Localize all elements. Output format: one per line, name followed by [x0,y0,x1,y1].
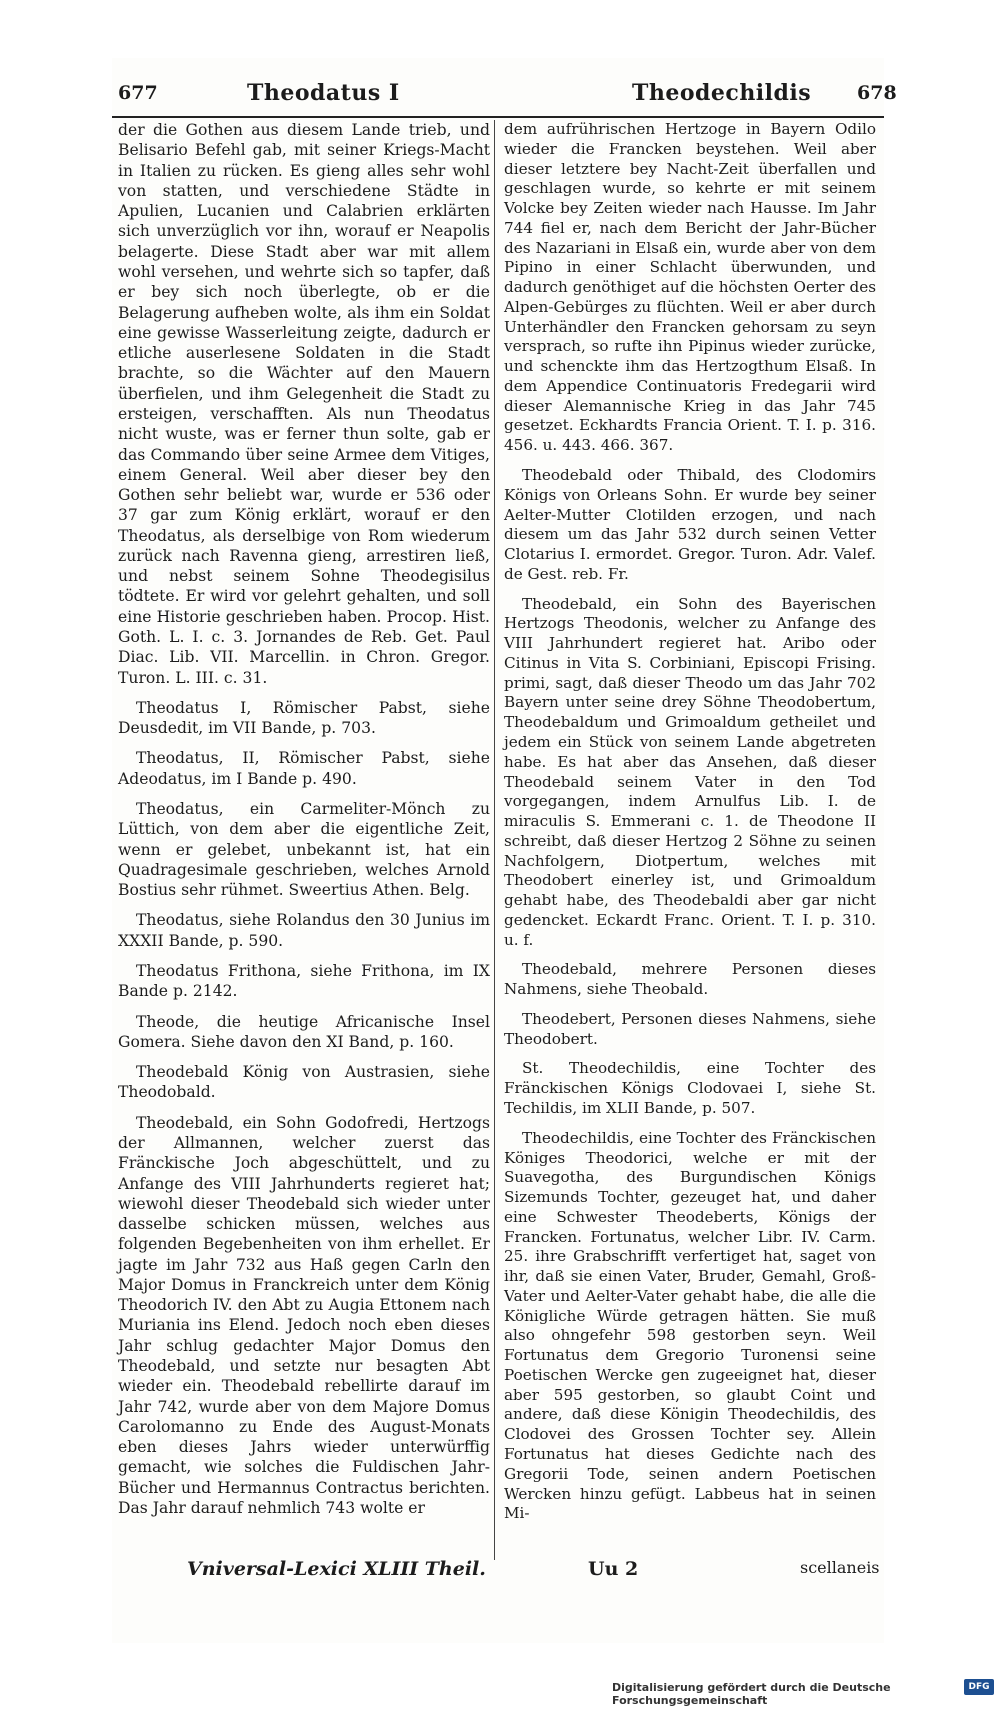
signature-mark: Uu 2 [588,1558,639,1580]
right-column [504,120,876,1534]
entry-paragraph: Theode, die heutige Africanische Insel Gomera. Siehe davon den XI Band, p. 160. [118,1012,490,1051]
entry-paragraph: dem aufrührischen Hertzoge in Bayern Odilo wieder die Francken beystehen. Weil aber dieser letztere bey Nacht-Zeit überfallen und geschlagen wurde, so kehrte er mit seinem Volcke bey Zeiten wieder nach Hausse. Im Jahr 744 fiel er, nach dem Bericht der Jahr-Bücher des Nazariani in Elsaß ein, wurde aber von dem Pipino in einer Schlacht überwunden, und dadurch genöthiget auf die höchsten Oerter des Alpen-Gebürges zu flüchten. Weil er aber durch Unterhändler den Francken gehorsam zu seyn versprach, so rufte ihn Pipinus wieder zurücke, und schenckte ihm das Hertzogthum Elsaß. In dem Appendice Continuatoris Fredegarii wird dieser Alemannische Krieg in das Jahr 745 gesetzet. Eckhardts Francia Orient. T. I. p. 316. 456. u. 443. 466. 367. [504,120,876,455]
column-divider [494,120,495,1560]
entry-paragraph: Theodatus, II, Römischer Pabst, siehe Adeodatus, im I Bande p. 490. [118,749,490,788]
entry-paragraph: Theodebald, ein Sohn des Bayerischen Hertzogs Theodonis, welcher zu Anfange des VIII Jahrhundert regieret hat. Aribo oder Citinus in Vita S. Corbiniani, Episcopi Frising. primi, sagt, daß dieser Theodo um das Jahr 702 Bayern unter seine drey Söhne Theodobertum, Theodebaldum und Grimoaldum getheilet und jedem ein Stück von seinem Lande abgetreten habe. Es hat aber das Ansehen, daß dieser Theodebald seinem Vater in den Tod vorgegangen, indem Arnulfus Lib. I. de miraculis S. Emmerani c. 1. de Theodone II schreibt, daß dieser Hertzog 2 Söhne zu seinen Nachfolgern, Diotpertum, welches mit Theodobert einerley ist, und Grimoaldum gehabt habe, des Theodebaldi aber gar nicht gedencket. Eckardt Franc. Orient. T. I. p. 310. u. f. [504,594,876,949]
book-page [112,58,897,1643]
entry-paragraph: St. Theodechildis, eine Tochter des Fränckischen Königs Clodovaei I, siehe St. Techildis, im XLII Bande, p. 507. [504,1059,876,1117]
page-number-left: 677 [118,82,158,104]
entry-paragraph: Theodebald, ein Sohn Godofredi, Hertzogs der Allmannen, welcher zuerst das Fränckische Joch abgeschüttelt, und zu Anfange des VIII Jahrhunderts regieret hat; wiewohl dieser Theodebald sich wieder unter dasselbe schicken müssen, welches aus folgenden Begebenheiten von ihm erhellet. Er jagte im Jahr 732 aus Haß gegen Carln den Major Domus in Franckreich unter dem König Theodorich IV. den Abt zu Augia Ettonem nach Muriania ins Elend. Jedoch noch eben dieses Jahr schlug gedachter Major Domus den Theodebald, und setzte nur besagten Abt wieder ein. Theodebald rebellirte darauf im Jahr 742, wurde aber von dem Majore Domus Carolomanno zu Ende des August-Monats eben dieses Jahrs wieder unterwürffig gemacht, wie solches die Fuldischen Jahr-Bücher und Hermannus Contractus berichten. Das Jahr darauf nehmlich 743 wolte er [118,1113,490,1517]
entry-paragraph: Theodatus Frithona, siehe Frithona, im IX Bande p. 2142. [118,961,490,1001]
entry-paragraph: Theodatus, siehe Rolandus den 30 Junius im XXXII Bande, p. 590. [118,911,490,950]
entry-paragraph: Theodebald oder Thibald, des Clodomirs Königs von Orleans Sohn. Er wurde bey seiner Aelter-Mutter Clotilden erzogen, und nach diesem um das Jahr 532 durch seinen Vetter Clotarius I. ermordet. Gregor. Turon. Adr. Valef. de Gest. reb. Fr. [504,466,876,583]
running-head-right: Theodechildis [632,80,812,106]
entry-paragraph: der die Gothen aus diesem Lande trieb, und Belisario Befehl gab, mit seiner Kriegs-Macht in Italien zu rücken. Es gieng alles sehr wohl von statten, und verschiedene Städte in Apulien, Lucanien und Calabrien erklärten sich unverzüglich vor ihn, worauf er Neapolis belagerte. Diese Stadt aber war mit allem wohl versehen, und wehrte sich so tapfer, daß er bey sich noch überlegte, ob er die Belagerung aufheben wolte, als ihm ein Soldat eine gewisse Wasserleitung zeigte, dadurch er etliche auserlesene Soldaten in die Stadt brachte, so die Wächter auf den Mauern überfielen, und ihm Gelegenheit die Stadt zu ersteigen, verschafften. Als nun Theodatus nicht wuste, was er ferner thun solte, gab er das Commando über seine Armee dem Vitiges, einem General. Weil aber dieser bey den Gothen sehr beliebt war, wurde er 536 oder 37 gar zum König erklärt, worauf er den Theodatus, als derselbige von Rom wiederum zurück nach Ravenna gieng, arrestiren ließ, und nebst seinem Sohne Theodegisilus tödtete. Er wird vor gelehrt gehalten, und soll eine Historie geschrieben haben. Procop. Hist. Goth. L. I. c. 3. Jornandes de Reb. Get. Paul Diac. Lib. VII. Marcellin. in Chron. Gregor. Turon. L. III. c. 31. [118,121,490,687]
page-header [112,78,897,118]
entry-paragraph: Theodechildis, eine Tochter des Fränckischen Königes Theodorici, welche er mit der Suavegotha, des Burgundischen Königs Sizemunds Tochter, gezeuget hat, und daher eine Schwester Theodeberts, Königs der Francken. Fortunatus, welcher Libr. IV. Carm. 25. ihre Grabschrifft verfertiget hat, saget von ihr, daß sie einen Vater, Bruder, Gemahl, Groß-Vater und Aelter-Vater gehabt habe, die alle die Königliche Würde getragen hätten. Sie muß also ohngefehr 598 gestorben seyn. Weil Fortunatus dem Gregorio Turonensi seine Poetischen Wercke gen zugeeignet hat, dieser aber 595 gestorben, so glaubt Coint und andere, daß diese Königin Theodechildis, des Clodovei des Grossen Tochter sey. Allein Fortunatus hat dieses Gedichte nach des Gregorii Tode, seinen andern Poetischen Wercken hinzu gefügt. Labbeus hat in seinen Mi- [504,1128,876,1523]
entry-paragraph: Theodatus I, Römischer Pabst, siehe Deusdedit, im VII Bande, p. 703. [118,698,490,738]
header-rule [112,116,884,118]
entry-paragraph: Theodatus, ein Carmeliter-Mönch zu Lüttich, von dem aber die eigentliche Zeit, wenn er gelebet, unbekannt ist, hat ein Quadragesimale geschrieben, welches Arnold Bostius sehr rühmet. Sweertius Athen. Belg. [118,800,490,900]
entry-paragraph: Theodebald, mehrere Personen dieses Nahmens, siehe Theobald. [504,960,876,999]
page-number-right: 678 [857,82,897,104]
dfg-logo: DFG [964,1679,994,1695]
running-head-left: Theodatus I [247,80,400,106]
entry-paragraph: Theodebert, Personen dieses Nahmens, siehe Theodobert. [504,1009,876,1048]
footer-title: Vniversal-Lexici XLIII Theil. [187,1558,486,1580]
digitization-credit: Digitalisierung gefördert durch die Deutsche Forschungsgemeinschaft [612,1681,891,1707]
catchword: scellaneis [800,1558,880,1577]
left-column [118,120,490,1528]
entry-paragraph: Theodebald König von Austrasien, siehe Theodobald. [118,1063,490,1102]
